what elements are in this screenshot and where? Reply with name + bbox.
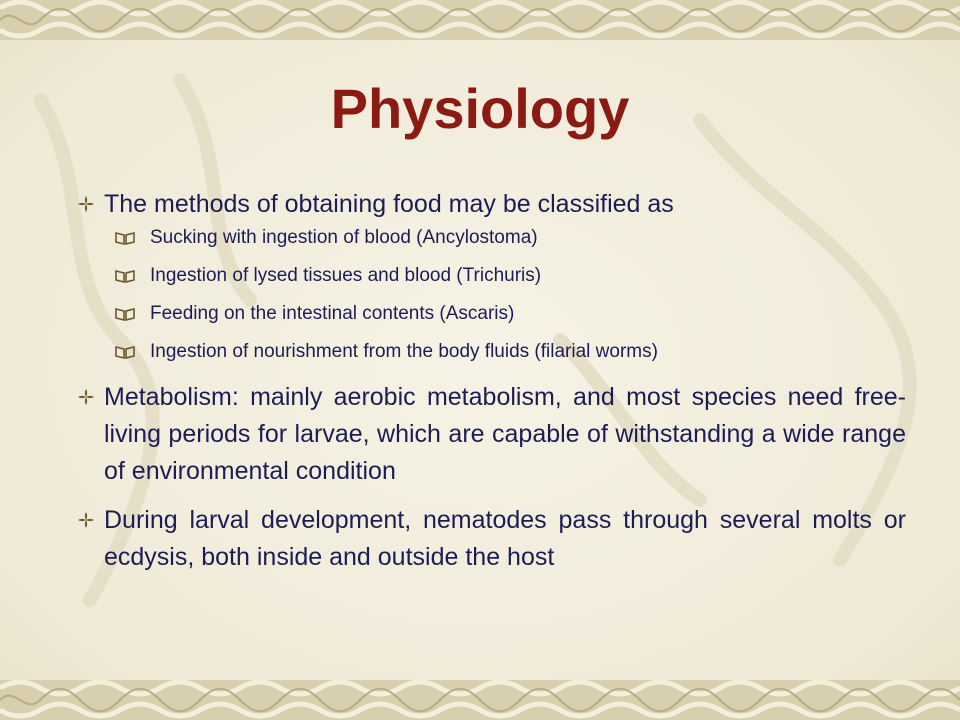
sub-item: [114, 303, 906, 325]
open-book-icon: [114, 268, 136, 284]
four-petal-diamond-icon: [78, 389, 94, 405]
sub-item: [114, 341, 906, 363]
sub-item-text: Ingestion of nourishment from the body fluids (filarial worms): [150, 341, 658, 362]
open-book-icon: [114, 344, 136, 360]
sub-item-text: Ingestion of lysed tissues and blood (Trichuris): [150, 265, 542, 286]
sub-item-text: Feeding on the intestinal contents (Ascaris): [150, 303, 515, 324]
bullet-text: Metabolism: mainly aerobic metabolism, and most species need free-living periods for larvae, which are capable of withstanding a wide range of environmental condition: [104, 383, 906, 485]
sub-list: [114, 227, 906, 363]
four-petal-diamond-icon: [78, 512, 94, 528]
sub-item: [114, 227, 906, 249]
open-book-icon: [114, 306, 136, 322]
four-petal-diamond-icon: [78, 196, 94, 212]
sub-item: [114, 265, 906, 287]
bullet-text: The methods of obtaining food may be classified as: [104, 190, 674, 218]
slide-title: Physiology: [330, 77, 630, 140]
bottom-border-pattern: [0, 680, 960, 720]
bullet-text: During larval development, nematodes pass through several molts or ecdysis, both inside and outside the host: [104, 506, 906, 571]
top-border-pattern: [0, 0, 960, 40]
bullet-item: [78, 502, 906, 576]
slide-body: [78, 186, 906, 576]
bullet-item: [78, 379, 906, 490]
open-book-icon: [114, 230, 136, 246]
sub-item-text: Sucking with ingestion of blood (Ancylostoma): [150, 227, 538, 248]
bullet-item: [78, 186, 906, 223]
